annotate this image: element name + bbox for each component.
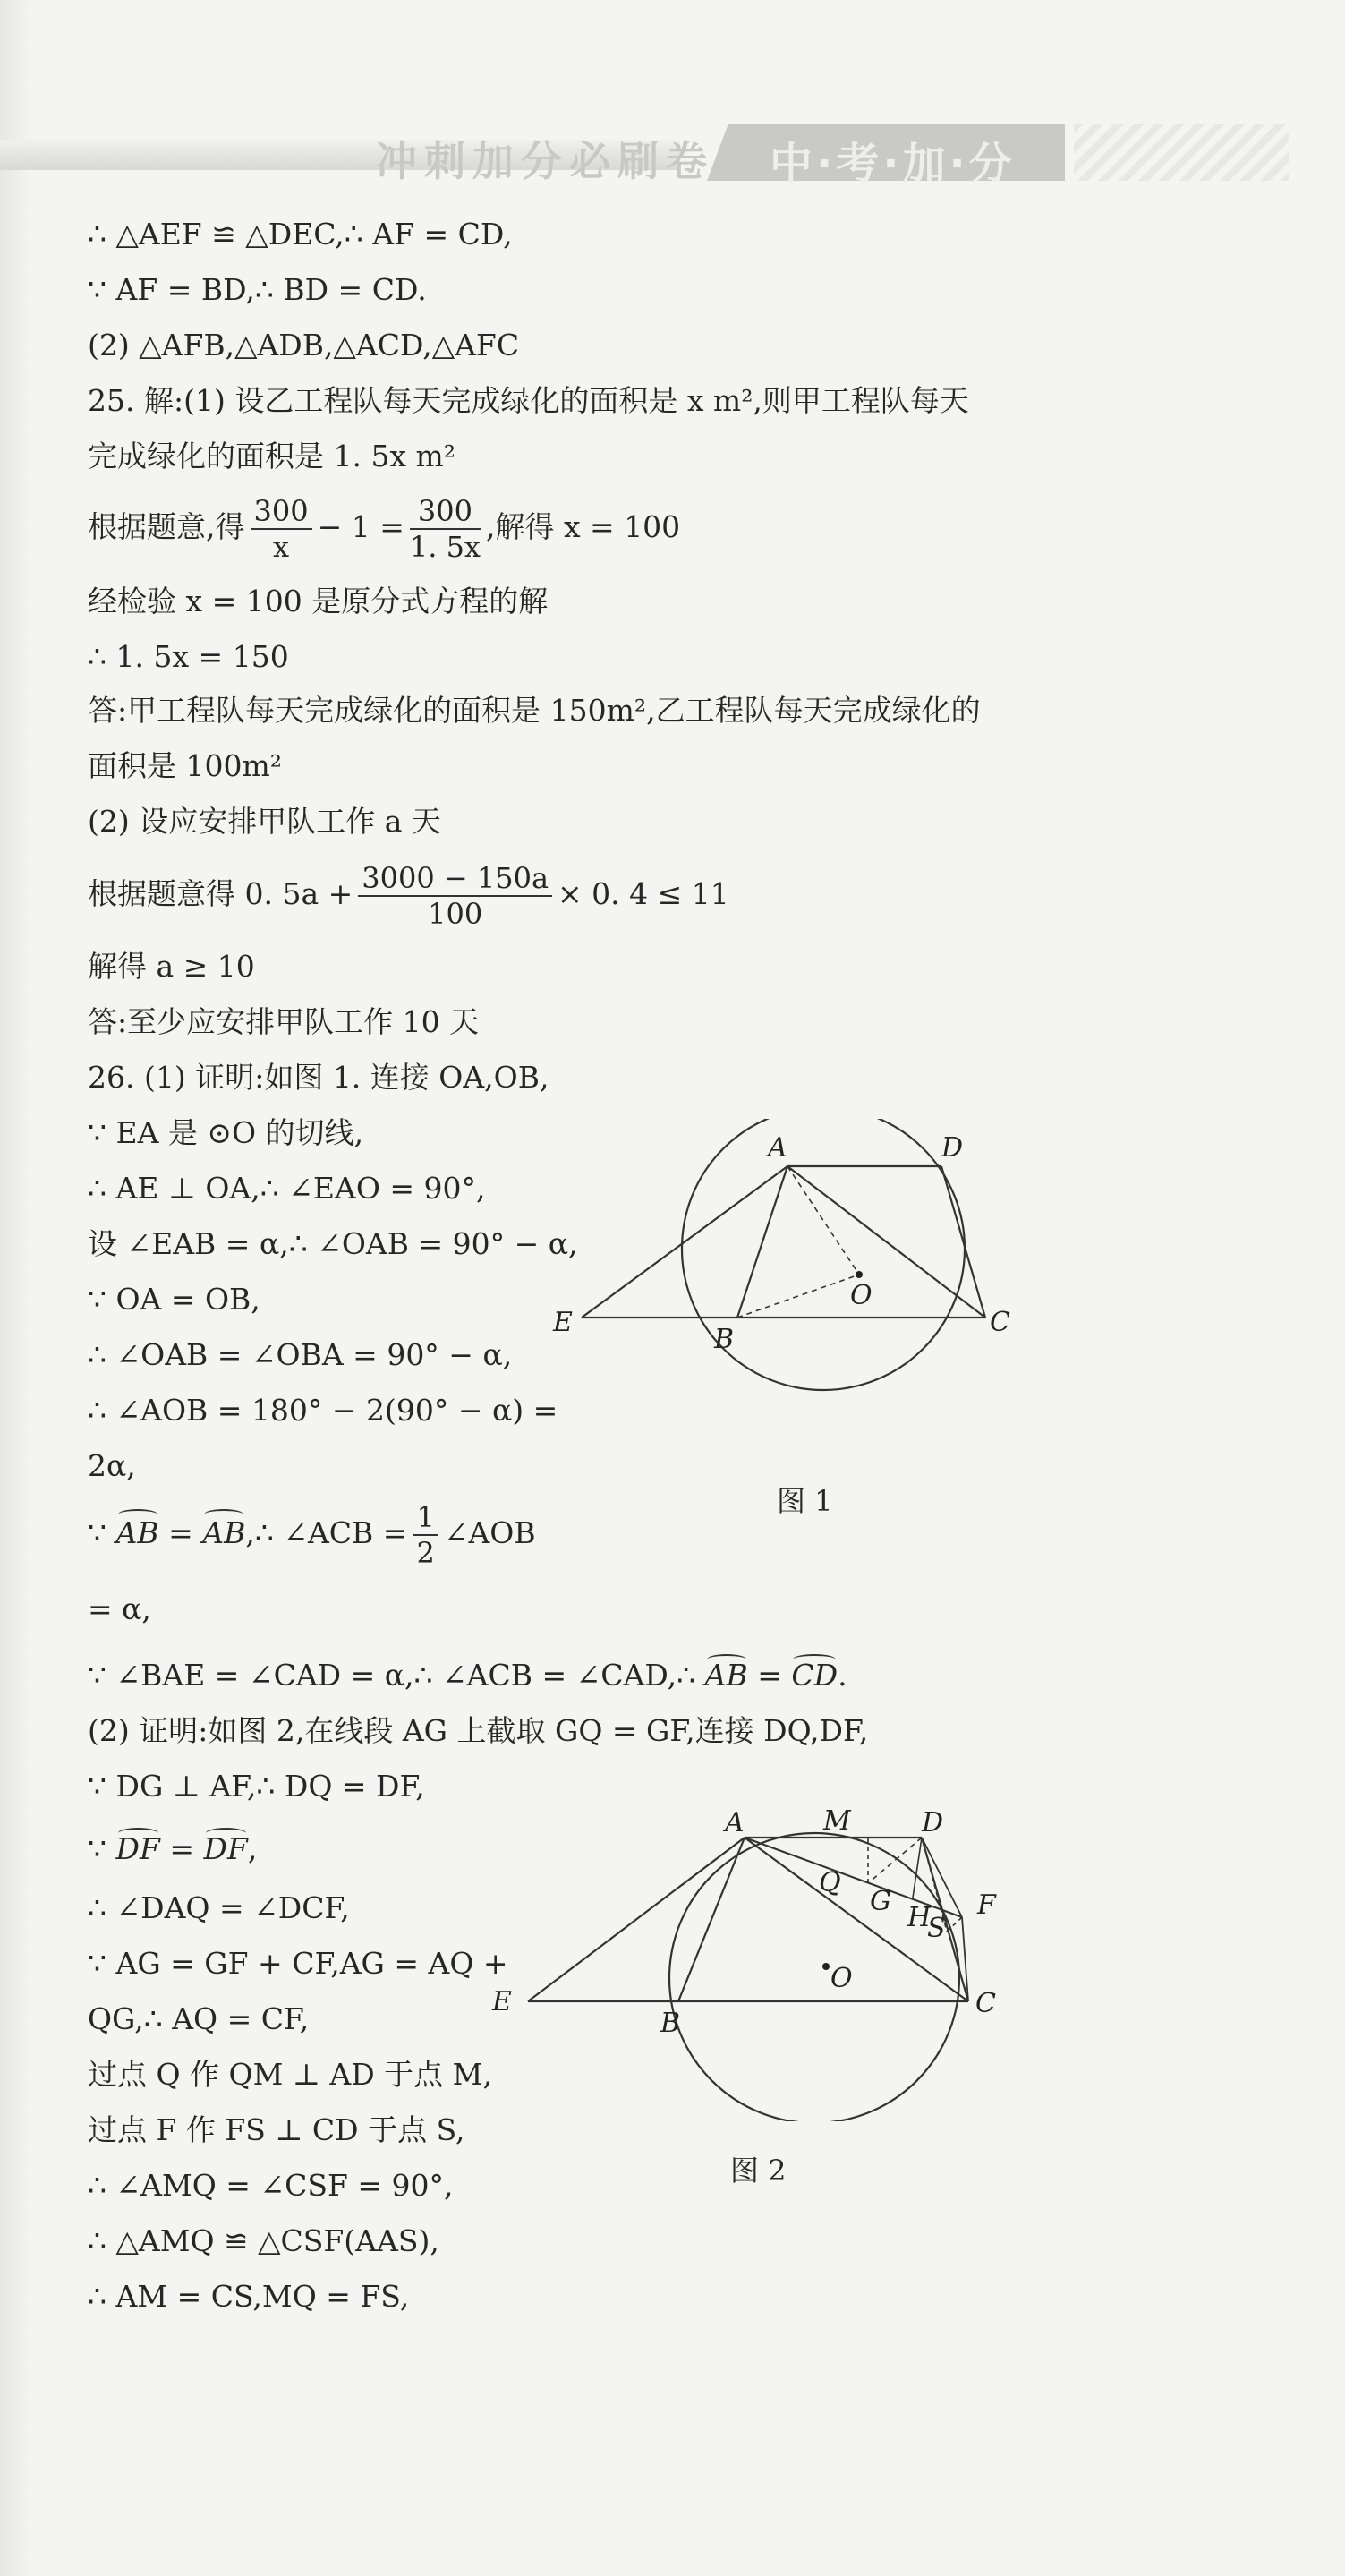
segment-ab — [737, 1166, 787, 1318]
label-m: M — [823, 1805, 851, 1837]
fraction-numerator: 3000 − 150a — [358, 861, 552, 897]
equation-text: ∠AOB — [443, 1515, 536, 1550]
figure-2-caption: 图 2 — [730, 2154, 787, 2188]
text-line: 完成绿化的面积是 1. 5x m² — [88, 439, 456, 473]
figure-1 — [537, 1119, 1074, 1441]
label-q: Q — [819, 1867, 841, 1898]
text-line: ∴ ∠AMQ = ∠CSF = 90°, — [88, 2168, 454, 2203]
label-d: D — [941, 1132, 964, 1164]
label-h: H — [907, 1902, 932, 1933]
arc-notation — [116, 1497, 159, 1570]
label-c: C — [990, 1307, 1010, 1338]
fraction-numerator: 300 — [410, 494, 481, 530]
text-line: = α, — [88, 1591, 151, 1626]
figure-2 — [483, 1799, 1056, 2121]
equation-text: . — [838, 1658, 847, 1693]
label-c: C — [975, 1988, 996, 2019]
text-line: 25. 解:(1) 设乙工程队每天完成绿化的面积是 x m²,则甲工程队每天 — [88, 383, 969, 418]
text-line: QG,∴ AQ = CF, — [88, 2001, 310, 2036]
label-s: S — [927, 1913, 946, 1944]
arc-notation — [791, 1658, 838, 1693]
arc-mark — [118, 1828, 158, 1838]
label-o: O — [830, 1963, 853, 1994]
equation-text: 根据题意得 0. 5a + — [88, 876, 353, 911]
equation-text: , — [247, 1831, 258, 1866]
arc-label: AB — [202, 1515, 246, 1550]
label-f: F — [977, 1889, 996, 1921]
arc-notation — [116, 1831, 160, 1867]
text-line: 面积是 100m² — [88, 748, 282, 783]
text-line: (2) △AFB,△ADB,△ACD,△AFC — [88, 328, 520, 363]
label-a: A — [768, 1132, 787, 1164]
fraction — [413, 1500, 438, 1570]
fraction-denominator: 2 — [416, 1536, 435, 1570]
page-edge — [0, 0, 30, 2576]
text-line: ∴ ∠OAB = ∠OBA = 90° − α, — [88, 1337, 513, 1372]
text-line: 2α, — [88, 1448, 136, 1483]
text-line: (2) 设应安排甲队工作 a 天 — [88, 804, 441, 839]
text-line: 解得 a ≥ 10 — [88, 949, 255, 984]
segment-ea — [582, 1166, 787, 1318]
equation-text: ,解得 x = 100 — [485, 509, 681, 544]
text-line: 过点 Q 作 QM ⊥ AD 于点 M, — [88, 2057, 492, 2092]
arc-label: CD — [791, 1658, 838, 1693]
text-line: ∵ AF = BD,∴ BD = CD. — [88, 272, 427, 307]
header-title: 冲刺加分必刷卷 — [376, 137, 714, 185]
text-line: ∴ ∠DAQ = ∠DCF, — [88, 1890, 350, 1925]
equation-text: × 0. 4 ≤ 11 — [558, 876, 729, 911]
fraction-denominator: 1. 5x — [409, 530, 481, 564]
label-e: E — [553, 1307, 573, 1338]
header-stripes — [1074, 124, 1289, 181]
equation-text: = — [757, 1658, 782, 1693]
equation-text: ∵ — [88, 1831, 106, 1866]
fraction-denominator: x — [273, 530, 290, 564]
text-line — [88, 1658, 847, 1693]
label-b: B — [714, 1324, 735, 1355]
arc-mark — [204, 1509, 243, 1520]
arc-mark — [793, 1654, 836, 1665]
arc-label: AB — [115, 1515, 159, 1550]
fraction-numerator: 300 — [251, 494, 312, 530]
equation-text: ∵ ∠BAE = ∠CAD = α,∴ ∠ACB = ∠CAD,∴ — [88, 1658, 696, 1693]
equation-text: − 1 = — [317, 509, 404, 544]
header-banner — [0, 124, 1065, 189]
equation-text: ,∴ ∠ACB = — [245, 1515, 408, 1550]
segment-dg — [913, 1838, 922, 1898]
text-line: ∴ AM = CS,MQ = FS, — [88, 2279, 410, 2314]
segment-ac — [787, 1166, 985, 1318]
fraction-numerator: 1 — [413, 1500, 438, 1536]
label-b: B — [660, 2008, 681, 2039]
text-line: ∴ △AEF ≌ △DEC,∴ AF = CD, — [88, 217, 513, 252]
arc-label: AB — [704, 1658, 748, 1693]
equation-text: = — [169, 1831, 195, 1866]
text-line: 经检验 x = 100 是原分式方程的解 — [88, 584, 549, 618]
segment-dq-dashed — [868, 1838, 922, 1883]
label-e: E — [492, 1986, 512, 2017]
segment-ob-dashed — [737, 1275, 859, 1318]
text-line: 答:甲工程队每天完成绿化的面积是 150m²,乙工程队每天完成绿化的 — [88, 693, 981, 728]
text-line: (2) 证明:如图 2,在线段 AG 上截取 GQ = GF,连接 DQ,DF, — [88, 1713, 869, 1748]
text-line: 26. (1) 证明:如图 1. 连接 OA,OB, — [88, 1060, 549, 1095]
equation-text: 根据题意,得 — [88, 509, 245, 544]
fraction — [410, 494, 481, 564]
text-line: ∴ AE ⊥ OA,∴ ∠EAO = 90°, — [88, 1171, 486, 1206]
arc-mark — [206, 1828, 246, 1838]
text-line: ∴ △AMQ ≌ △CSF(AAS), — [88, 2223, 439, 2258]
header-brand: 中·考·加·分 — [770, 139, 1016, 189]
arc-notation — [705, 1658, 748, 1693]
equation-text: ∵ — [88, 1515, 106, 1550]
arc-label: DF — [203, 1831, 248, 1866]
arc-mark — [707, 1654, 746, 1665]
label-a: A — [725, 1807, 745, 1838]
arc-label: DF — [115, 1831, 160, 1866]
text-line: 答:至少应安排甲队工作 10 天 — [88, 1004, 480, 1039]
arc-notation — [204, 1831, 248, 1867]
segment-dc — [941, 1166, 985, 1318]
label-g: G — [870, 1886, 891, 1917]
text-line: 设 ∠EAB = α,∴ ∠OAB = 90° − α, — [88, 1226, 578, 1261]
text-line: ∵ OA = OB, — [88, 1282, 260, 1317]
fraction — [358, 861, 552, 931]
text-line: ∵ AG = GF + CF,AG = AQ + — [88, 1946, 508, 1981]
figure-1-caption: 图 1 — [777, 1484, 833, 1518]
arc-notation — [202, 1497, 245, 1570]
center-point — [856, 1271, 863, 1278]
text-line — [88, 1831, 257, 1867]
text-line: 过点 F 作 FS ⊥ CD 于点 S, — [88, 2112, 465, 2147]
segment-oa-dashed — [787, 1166, 859, 1275]
text-line: ∴ ∠AOB = 180° − 2(90° − α) = — [88, 1393, 558, 1428]
label-d: D — [922, 1807, 944, 1838]
center-point — [822, 1963, 830, 1970]
equation-text: = — [168, 1515, 193, 1550]
equation-line — [88, 857, 729, 931]
text-line: ∴ 1. 5x = 150 — [88, 639, 289, 674]
text-line: ∵ EA 是 ⊙O 的切线, — [88, 1115, 364, 1150]
equation-line — [88, 490, 680, 564]
equation-line — [88, 1497, 536, 1570]
text-line: ∵ DG ⊥ AF,∴ DQ = DF, — [88, 1769, 425, 1804]
label-o: O — [850, 1280, 873, 1311]
fraction-denominator: 100 — [428, 897, 483, 931]
fraction — [251, 494, 312, 564]
arc-mark — [118, 1509, 157, 1520]
